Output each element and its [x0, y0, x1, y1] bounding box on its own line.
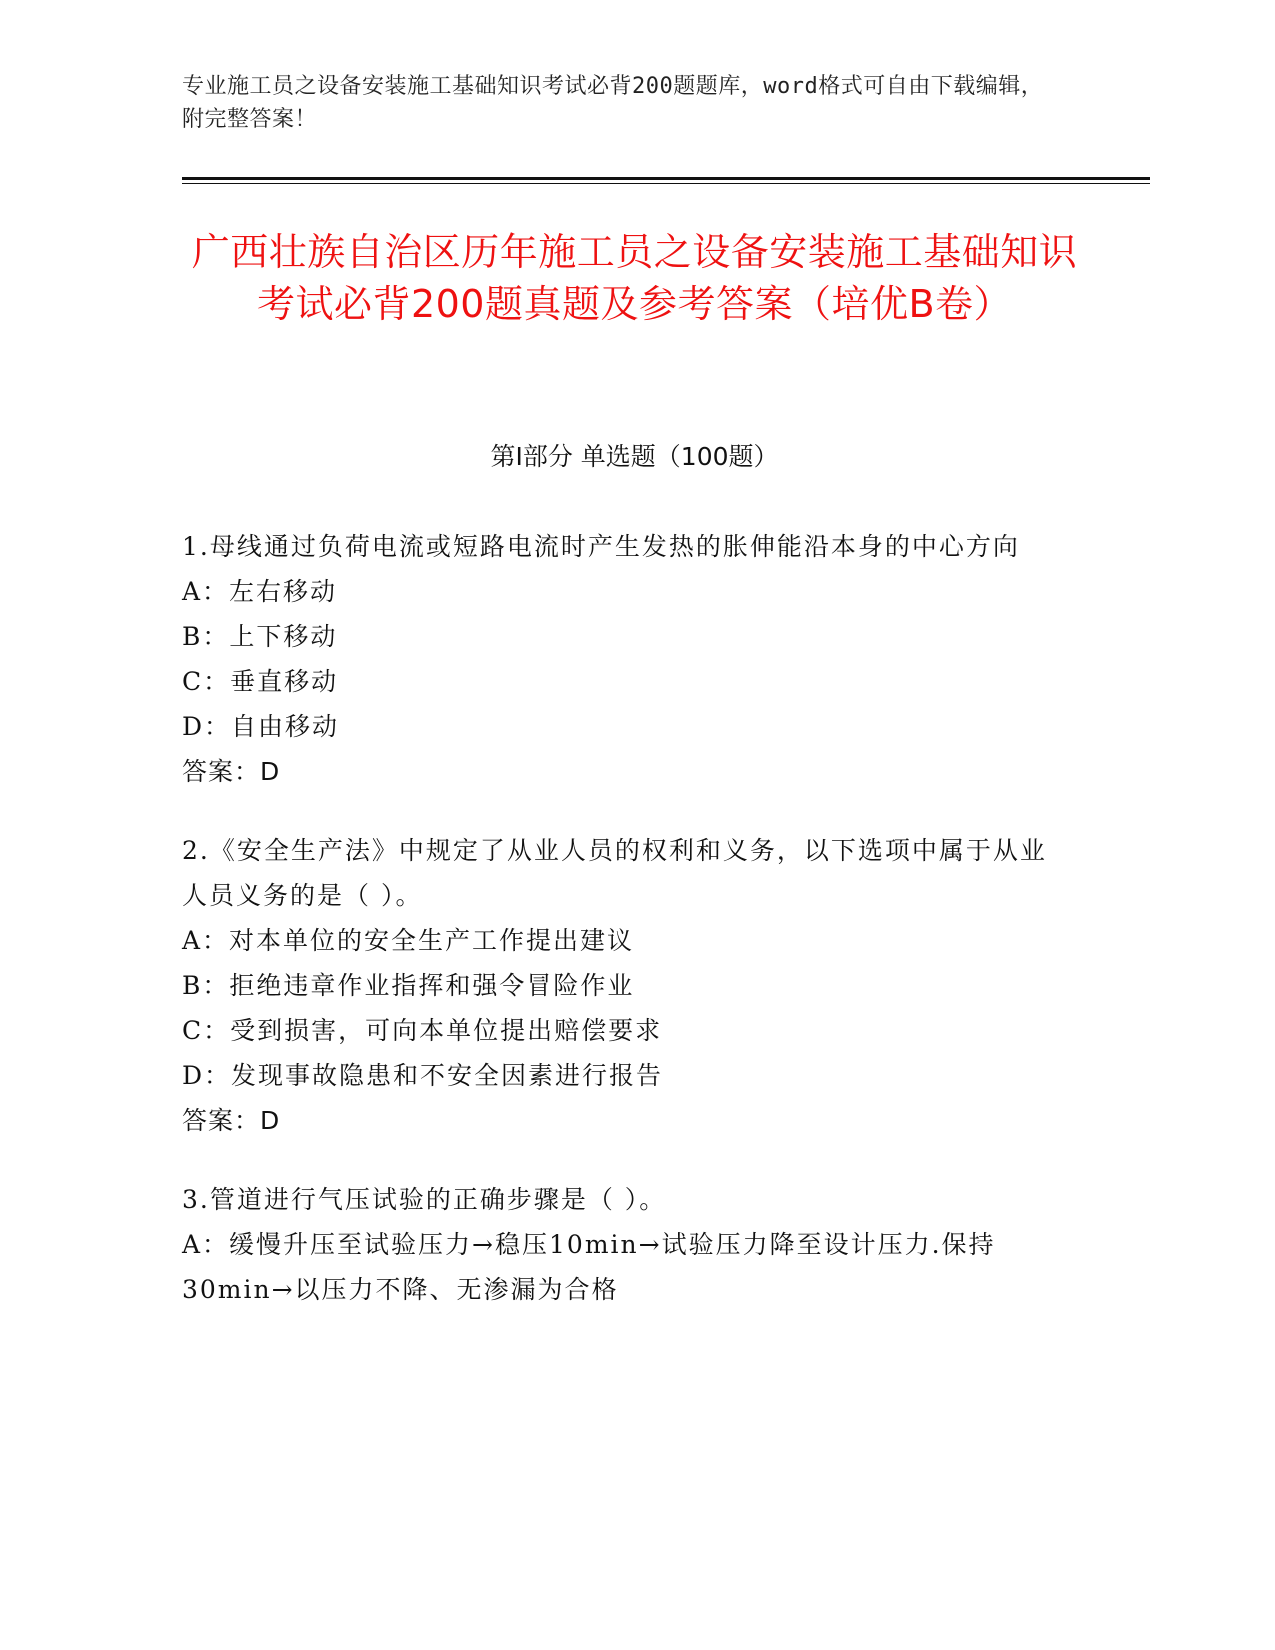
question-option: A：缓慢升压至试验压力→稳压10min→试验压力降至设计压力.保持30min→以压力不降、无渗漏为合格: [182, 1230, 996, 1304]
header-note: 专业施工员之设备安装施工基础知识考试必背200题题库，word格式可自由下载编辑，附完整答案！: [182, 74, 1044, 132]
question-answer: 答案：D: [182, 757, 281, 786]
question-option: A：对本单位的安全生产工作提出建议: [182, 926, 635, 955]
question-option: D：自由移动: [182, 712, 340, 741]
question-stem: 3.管道进行气压试验的正确步骤是（ ）。: [182, 1185, 667, 1214]
header-divider-thin: [182, 183, 1150, 184]
document-title: 广西壮族自治区历年施工员之设备安装施工基础知识考试必背200题真题及参考答案（培优B卷）: [191, 230, 1078, 326]
question-stem: 1.母线通过负荷电流或短路电流时产生发热的胀伸能沿本身的中心方向: [182, 532, 1020, 561]
question-stem: 2.《安全生产法》中规定了从业人员的权利和义务，以下选项中属于从业人员义务的是（ ）。: [182, 836, 1047, 910]
section-title: 第Ⅰ部分 单选题（100题）: [490, 442, 779, 471]
question-option: C：受到损害，可向本单位提出赔偿要求: [182, 1016, 663, 1045]
question-answer: 答案：D: [182, 1106, 281, 1135]
question-option: A：左右移动: [182, 577, 338, 606]
question-option: B：拒绝违章作业指挥和强令冒险作业: [182, 971, 635, 1000]
question-option: D：发现事故隐患和不安全因素进行报告: [182, 1061, 664, 1090]
question-1: [182, 524, 1062, 794]
question-option: B：上下移动: [182, 622, 338, 651]
question-option: C：垂直移动: [182, 667, 339, 696]
question-list: [182, 524, 1062, 1346]
header-divider-thick: [182, 177, 1150, 180]
question-2: [182, 828, 1062, 1143]
question-3: [182, 1177, 1062, 1312]
